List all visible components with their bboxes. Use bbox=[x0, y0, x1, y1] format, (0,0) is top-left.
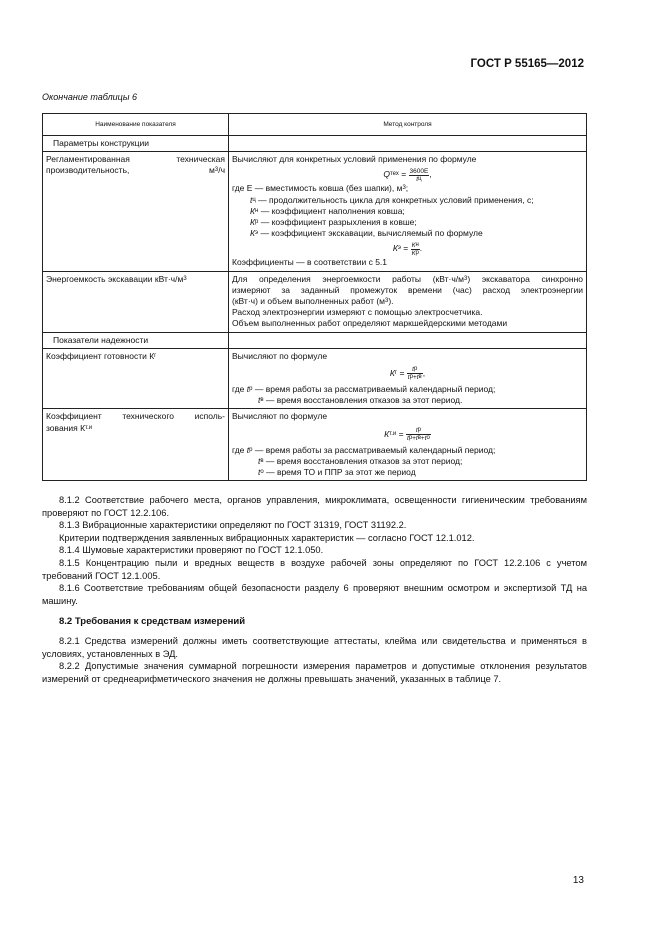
formula-denominator: t bbox=[407, 374, 410, 382]
var-sub: н bbox=[255, 207, 259, 214]
superscript: 3 bbox=[214, 167, 219, 174]
var: t bbox=[246, 384, 250, 395]
formula-lhs-sub: э bbox=[397, 245, 401, 252]
superscript: 3 bbox=[183, 275, 187, 282]
paragraph: 8.1.2 Соответствие рабочего места, органов управления, микроклимата, освещенности гигиеническим требованиям проверяют по ГОСТ 12.2.106. bbox=[42, 495, 587, 518]
paragraph: 8.2.1 Средства измерений должны иметь соответствующие аттестаты, клейма или свидетельства и применяться в условиях, установленных в ЭД. bbox=[42, 636, 587, 659]
formula-denominator: t bbox=[406, 434, 409, 442]
def-cycle-time bbox=[232, 195, 583, 206]
section-title-reliability: Показатели надежности bbox=[43, 332, 229, 348]
formula-availability bbox=[232, 362, 583, 384]
energy-line-3 bbox=[232, 296, 583, 307]
var-sub: р bbox=[249, 446, 253, 453]
formula-numerator-sub: н bbox=[415, 241, 419, 248]
var: К bbox=[250, 217, 256, 228]
formula-eq: = bbox=[397, 368, 407, 379]
plus: + bbox=[412, 434, 416, 442]
formula-fraction bbox=[406, 427, 431, 442]
var-sub: э bbox=[255, 230, 259, 237]
formula-numerator: t bbox=[412, 366, 414, 374]
def-recovery-time bbox=[232, 395, 583, 406]
text: (кВт·ч) и объем выполненных работ (м bbox=[232, 296, 385, 307]
where-text: где Е — вместимость ковша (без шапки), м bbox=[232, 183, 403, 194]
indicator-text: Коэффициент технического исполь- bbox=[46, 411, 225, 422]
var: t bbox=[258, 467, 261, 478]
formula-eq: = bbox=[398, 169, 409, 180]
column-header-method: Метод контроля bbox=[229, 114, 587, 136]
paragraph: 8.1.6 Соответствие требованиям общей безопасности разделу 6 проверяют внешним осмотром и экспертизой ТД на машину. bbox=[42, 583, 587, 606]
indicator-text: Регламентированная техническая производительность, м bbox=[46, 154, 225, 176]
standard-number: ГОСТ Р 55165—2012 bbox=[470, 58, 584, 70]
var: t bbox=[258, 395, 261, 406]
formula-productivity bbox=[232, 165, 583, 183]
method-intro: Вычисляют для конкретных условий применения по формуле bbox=[232, 154, 477, 165]
formula-lhs: Q bbox=[383, 169, 390, 180]
method-intro: Вычисляют по формуле bbox=[232, 350, 328, 361]
paragraph: 8.2.2 Допустимые значения суммарной погрешности измерения параметров и допустимые отклонения результатов измерений от среднеарифметического значения не должны превышать значений, указанных в таблице 7. bbox=[42, 661, 587, 684]
plus: + bbox=[420, 434, 425, 442]
indicator-text: Энергоемкость экскавации кВт·ч/м bbox=[46, 273, 184, 284]
energy-line-5: Объем выполненных работ определяют маркшейдерскими методами bbox=[232, 318, 508, 329]
formula-fraction bbox=[409, 168, 430, 183]
energy-line-1 bbox=[232, 274, 583, 285]
def-excavation-coefficient bbox=[232, 228, 583, 239]
empty-cell bbox=[229, 136, 587, 152]
method-intro: Вычисляют по формуле bbox=[232, 411, 328, 422]
def-text: — коэффициент наполнения ковша; bbox=[258, 205, 405, 216]
superscript: 3 bbox=[464, 275, 468, 282]
indicator-name-availability bbox=[43, 348, 229, 409]
superscript: 3 bbox=[402, 185, 406, 192]
text: ) экскаватора синхронно bbox=[467, 273, 583, 284]
var: t bbox=[258, 455, 261, 466]
superscript: 3 bbox=[385, 298, 389, 305]
var-sub: в bbox=[260, 457, 264, 464]
table-row-availability bbox=[43, 348, 587, 409]
section-title-design: Параметры конструкции bbox=[43, 136, 229, 152]
formula-eq: = bbox=[400, 243, 411, 254]
sub: р bbox=[408, 434, 413, 441]
energy-line-4: Расход электроэнергии измеряют с помощью электросчетчика. bbox=[232, 307, 483, 318]
def-text: — коэффициент экскавации, вычисляемый по формуле bbox=[258, 228, 483, 239]
def-text: — время работы за рассматриваемый календарный период; bbox=[252, 384, 496, 395]
formula-denominator: t bbox=[416, 374, 419, 382]
formula-utilization bbox=[232, 423, 583, 445]
formula-tail: , bbox=[422, 368, 426, 379]
def-work-time bbox=[232, 384, 583, 395]
section-heading: 8.2 Требования к средствам измерений bbox=[59, 616, 246, 627]
table-row-energy bbox=[43, 271, 587, 332]
formula-numerator: t bbox=[415, 426, 418, 434]
paragraph: Критерии подтверждения заявленных вибрационных характеристик — согласно ГОСТ 12.1.012. bbox=[59, 532, 475, 543]
formula-denominator: К bbox=[411, 249, 416, 257]
table-row-utilization bbox=[43, 409, 587, 481]
method-utilization bbox=[229, 409, 587, 481]
def-text: — время восстановления отказов за этот период. bbox=[263, 395, 463, 406]
var: t bbox=[250, 194, 253, 205]
formula-lhs-sub: т.и bbox=[389, 430, 397, 437]
def-maintenance-time bbox=[232, 467, 583, 478]
def-text: — время ТО и ППР за этот же период bbox=[263, 467, 416, 478]
sub: о bbox=[426, 434, 430, 441]
def-text: — коэффициент разрыхления в ковше; bbox=[258, 217, 417, 228]
formula-fraction bbox=[411, 241, 423, 257]
formula-fraction bbox=[407, 366, 426, 382]
def-text: — время восстановления отказов за этот период; bbox=[263, 455, 463, 466]
def-fill-coefficient bbox=[232, 206, 583, 217]
text: ). bbox=[388, 296, 394, 307]
paragraphs-block-b bbox=[42, 635, 587, 685]
var-sub: р bbox=[255, 219, 259, 226]
var: t bbox=[246, 444, 250, 455]
where-volume bbox=[232, 183, 583, 194]
var: К bbox=[250, 228, 256, 239]
formula-numerator-sub: р bbox=[417, 426, 421, 433]
indicator-text: зования К bbox=[46, 422, 86, 433]
formula-denominator: t bbox=[416, 175, 419, 183]
var-sub: ц bbox=[252, 196, 256, 203]
indicators-table bbox=[42, 113, 587, 481]
formula-tail: . bbox=[419, 243, 423, 254]
formula-lhs: К bbox=[389, 368, 395, 379]
formula-denominator: t bbox=[415, 434, 418, 442]
plus: + bbox=[412, 374, 417, 382]
indicator-name-productivity bbox=[43, 152, 229, 271]
sub: р bbox=[409, 374, 413, 381]
formula-numerator-sub: р bbox=[413, 366, 418, 373]
formula-excavation-coefficient bbox=[232, 239, 583, 257]
method-productivity bbox=[229, 152, 587, 271]
section-row-design bbox=[43, 136, 587, 152]
formula-eq: = bbox=[396, 428, 406, 439]
formula-lhs-sub: тех bbox=[389, 171, 399, 178]
text: Для определения энергоемкости работы (кВт·ч/м bbox=[232, 273, 464, 284]
var-sub: р bbox=[249, 386, 253, 393]
sub: в bbox=[417, 434, 421, 441]
var: К bbox=[250, 205, 256, 216]
paragraph: 8.1.4 Шумовые характеристики проверяют по ГОСТ 12.1.050. bbox=[59, 545, 324, 556]
formula-lhs: К bbox=[392, 243, 398, 254]
formula-denominator: t bbox=[424, 434, 427, 442]
column-header-indicator: Наименование показателя bbox=[43, 114, 229, 136]
formula-denominator-sub: ц bbox=[418, 175, 422, 182]
method-availability bbox=[229, 348, 587, 409]
table-header-row bbox=[43, 114, 587, 136]
formula-lhs: К bbox=[384, 428, 390, 439]
def-text: — продолжительность цикла для конкретных условий применения, с; bbox=[255, 194, 534, 205]
where-tail: ; bbox=[405, 183, 409, 194]
paragraph: 8.1.3 Вибрационные характеристики определяют по ГОСТ 31319, ГОСТ 31192.2. bbox=[59, 520, 407, 531]
var-sub: в bbox=[260, 397, 264, 404]
subscript: г bbox=[154, 352, 157, 359]
var-sub: о bbox=[260, 469, 264, 476]
indicator-name-energy bbox=[43, 271, 229, 332]
formula-lhs-sub: г bbox=[394, 370, 398, 377]
subscript: т.и bbox=[85, 424, 93, 431]
paragraphs-block-a bbox=[42, 494, 587, 607]
formula-denominator-sub: р bbox=[415, 249, 419, 256]
indicator-name-utilization bbox=[43, 409, 229, 481]
formula-tail: , bbox=[429, 169, 432, 180]
def-loosening-coefficient bbox=[232, 217, 583, 228]
formula-numerator: К bbox=[411, 241, 416, 249]
table-caption: Окончание таблицы 6 bbox=[42, 92, 137, 102]
def-text: — время работы за рассматриваемый календарный период; bbox=[252, 444, 496, 455]
where-text: где bbox=[232, 384, 247, 395]
paragraph: 8.1.5 Концентрацию пыли и вредных веществ в воздухе рабочей зоны определяют по ГОСТ 12.2.106 с учетом требований ГОСТ 12.1.005. bbox=[42, 557, 587, 581]
def-work-time bbox=[232, 445, 583, 456]
sub: в bbox=[418, 374, 422, 381]
empty-cell bbox=[229, 332, 587, 348]
energy-line-2: измеряют за заданный промежуток времени (час) расход электроэнергии bbox=[232, 284, 583, 295]
indicator-text-tail: /ч bbox=[218, 165, 225, 176]
section-row-reliability bbox=[43, 332, 587, 348]
where-text: где bbox=[232, 444, 247, 455]
indicator-text: Коэффициент готовности К bbox=[46, 350, 155, 361]
formula-numerator: 3600E bbox=[409, 167, 429, 175]
page-number: 13 bbox=[572, 875, 584, 886]
table-row-productivity bbox=[43, 152, 587, 271]
method-energy bbox=[229, 271, 587, 332]
def-recovery-time bbox=[232, 456, 583, 467]
coefficients-note: Коэффициенты — в соответствии с 5.1 bbox=[232, 257, 388, 268]
